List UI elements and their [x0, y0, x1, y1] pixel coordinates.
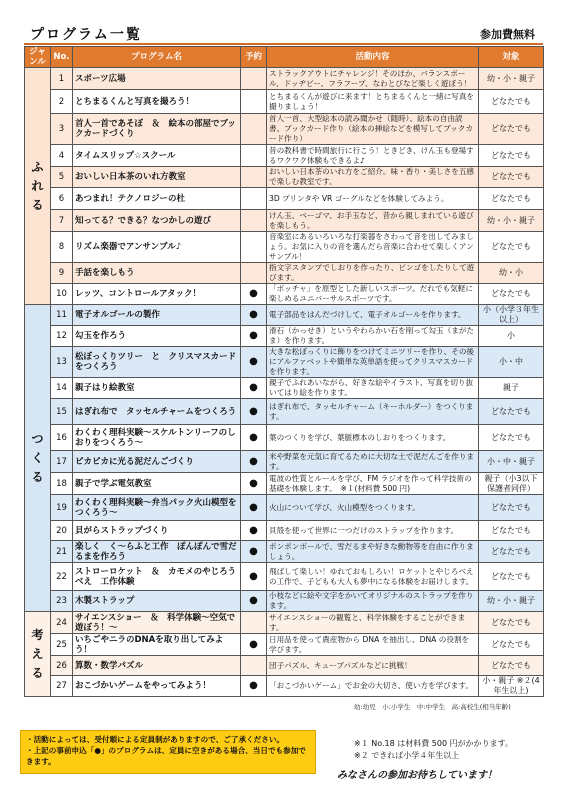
col-target: 対象 [479, 47, 544, 68]
genre-text: ふれる [31, 159, 44, 212]
row-number: 17 [51, 451, 73, 473]
row-number: 2 [51, 90, 73, 114]
target-audience: どなたでも [479, 425, 544, 451]
activity-content: 小枝などに絵や文字をかいてオリジナルのストラップを作ります。 [267, 591, 479, 612]
activity-content: けん玉、ベーゴマ、お手玉など、昔から親しまれている遊びを楽しもう。 [267, 210, 479, 232]
target-audience: 親子（小3以下保護者同伴） [479, 473, 544, 495]
reservation-mark: ● [241, 676, 267, 697]
notes [354, 738, 513, 762]
program-name: リズム楽器でアンサンブル♪ [73, 232, 241, 263]
program-name: ストローロケット ＆ カモメのやじろうべえ 工作体験 [73, 563, 241, 591]
reservation-mark: ● [241, 473, 267, 495]
target-audience: どなたでも [479, 541, 544, 563]
activity-content: 音楽室にあるいろいろな打楽器をさわって音を出してみましょう。お気に入りの音を選んだら音楽に合わせて楽しくアンサンブル！ [267, 232, 479, 263]
target-audience: 小・親子 ※２(4年生以上) [479, 676, 544, 697]
activity-content: 首人一首、大型絵本の読み聞かせ（随時）、絵本の自由読書、ブックカード作り（絵本の挿絵などを模写してブックカード作り） [267, 114, 479, 145]
activity-content: 電波の性質とルールを学び、FM ラジオを作って科学技術の基礎を体験します。 ※１(材料費 500 円) [267, 473, 479, 495]
reservation-mark: ● [241, 563, 267, 591]
title-underline [24, 43, 543, 45]
target-audience: 小 [479, 326, 544, 347]
row-number: 9 [51, 263, 73, 284]
activity-content: サイエンスショーの観覧と、科学体験をすることができます。 [267, 612, 479, 634]
reservation-mark [241, 210, 267, 232]
target-audience: どなたでも [479, 167, 544, 188]
activity-content: 滑石（かっせき）というやわらかい石を削って勾玉（まがたま）を作ります。 [267, 326, 479, 347]
table-body [25, 68, 544, 697]
program-name: 貝がらストラップづくり [73, 521, 241, 541]
genre-text: つくる [31, 431, 44, 484]
program-name: 木製ストラップ [73, 591, 241, 612]
table-row [25, 114, 544, 145]
reservation-mark [241, 145, 267, 167]
target-audience: どなたでも [479, 634, 544, 656]
program-name: 楽しく く～らふと工作 ぽんぽんで雪だるまを作ろう [73, 541, 241, 563]
target-audience: 小（小学３年生以上） [479, 305, 544, 326]
note-2: ※２ できれば小学４年生以上 [354, 751, 460, 760]
row-number: 20 [51, 521, 73, 541]
target-audience: どなたでも [479, 521, 544, 541]
target-audience: どなたでも [479, 284, 544, 305]
target-audience: どなたでも [479, 232, 544, 263]
target-audience: 幼・小・親子 [479, 210, 544, 232]
target-audience: 小・中 [479, 347, 544, 378]
reservation-mark: ● [241, 399, 267, 425]
reservation-mark [241, 612, 267, 634]
table-row [25, 188, 544, 210]
table-row [25, 305, 544, 326]
reservation-mark [241, 232, 267, 263]
table-row [25, 68, 544, 90]
table-row [25, 521, 544, 541]
program-page [24, 24, 543, 711]
program-name: とちまるくんと写真を撮ろう！ [73, 90, 241, 114]
row-number: 5 [51, 167, 73, 188]
activity-content: はぎれ布で、タッセルチャーム（キーホルダー）をつくります。 [267, 399, 479, 425]
program-name: 親子はり絵教室 [73, 378, 241, 399]
reservation-mark: ● [241, 521, 267, 541]
table-row [25, 612, 544, 634]
reservation-mark: ● [241, 634, 267, 656]
row-number: 23 [51, 591, 73, 612]
row-number: 12 [51, 326, 73, 347]
activity-content: 米や野菜を元気に育てるために大切な土で泥だんごを作ります。 [267, 451, 479, 473]
activity-content: おいしい日本茶のいれ方をご紹介。味・香り・美しさを五感で楽しむ教室です。 [267, 167, 479, 188]
program-name: おこづかいゲームをやってみよう！ [73, 676, 241, 697]
target-audience: どなたでも [479, 399, 544, 425]
target-audience: 親子 [479, 378, 544, 399]
activity-content: ストラックアウトにチャレンジ！そのほか、バランスボール、ドッヂビー、フラフープ、なわとびなど楽しく遊ぼう！ [267, 68, 479, 90]
table-row [25, 634, 544, 656]
free-label: 参加費無料 [480, 28, 535, 41]
program-name: 親子で学ぶ電気教室 [73, 473, 241, 495]
reservation-mark: ● [241, 541, 267, 563]
reservation-mark: ● [241, 495, 267, 521]
genre-text: 考える [31, 627, 44, 680]
row-number: 8 [51, 232, 73, 263]
activity-content: 指文字スタンプでしおりを作ったり、ビンゴをしたりして遊びます。 [267, 263, 479, 284]
genre-label [25, 305, 51, 612]
reservation-mark: ● [241, 425, 267, 451]
reservation-mark: ● [241, 591, 267, 612]
target-audience: どなたでも [479, 145, 544, 167]
row-number: 22 [51, 563, 73, 591]
program-name: 算数・数学パズル [73, 656, 241, 676]
col-no: No. [51, 47, 73, 68]
row-number: 27 [51, 676, 73, 697]
notice-line-1: ・活動によっては、受付順による定員制がありますので、ご了承ください。 [26, 735, 285, 744]
row-number: 18 [51, 473, 73, 495]
program-name: スポーツ広場 [73, 68, 241, 90]
table-row [25, 656, 544, 676]
reservation-mark [241, 263, 267, 284]
reservation-mark [241, 114, 267, 145]
reservation-mark [241, 90, 267, 114]
table-row [25, 676, 544, 697]
target-audience: 幼・小・親子 [479, 68, 544, 90]
activity-content: 昔の教科書で時間旅行に行こう！ときどき、けん玉も登場するワクワク体験もできるよ♪ [267, 145, 479, 167]
reservation-mark: ● [241, 284, 267, 305]
activity-content: 日用品を使って農産物から DNA を抽出し、DNA の役割を学びます。 [267, 634, 479, 656]
target-audience: どなたでも [479, 188, 544, 210]
table-row [25, 563, 544, 591]
table-row [25, 284, 544, 305]
note-1: ※１ No.18 は材料費 500 円がかかります。 [354, 739, 513, 748]
table-row [25, 425, 544, 451]
program-name: いちごやニラのDNAを取り出してみよう！ [73, 634, 241, 656]
row-number: 4 [51, 145, 73, 167]
genre-label [25, 68, 51, 305]
program-name: サイエンスショー ＆ 科学体験～空気で遊ぼう！～ [73, 612, 241, 634]
program-name: 知ってる？できる？なつかしの遊び [73, 210, 241, 232]
table-row [25, 145, 544, 167]
target-audience: どなたでも [479, 612, 544, 634]
row-number: 26 [51, 656, 73, 676]
target-audience: どなたでも [479, 563, 544, 591]
program-table [24, 46, 544, 697]
activity-content: 火山について学び、火山模型をつくります。 [267, 495, 479, 521]
notice-line-2: ・上記の事前申込「●」のプログラムは、定員に空きがある場合、当日でも参加できます。 [26, 746, 306, 766]
table-row [25, 326, 544, 347]
activity-content: ポンポンボールで、雪だるまや好きな動物等を自由に作りましょう。 [267, 541, 479, 563]
col-reserve: 予約 [241, 47, 267, 68]
table-row [25, 167, 544, 188]
row-number: 7 [51, 210, 73, 232]
reservation-mark: ● [241, 451, 267, 473]
program-name: レッツ、コントロールアタック！ [73, 284, 241, 305]
title-bar [24, 24, 543, 44]
program-name: 電子オルゴールの製作 [73, 305, 241, 326]
target-audience: 幼・小・親子 [479, 591, 544, 612]
activity-content: 団子パズル、キューブパズルなどに挑戦！ [267, 656, 479, 676]
notice-box [20, 730, 316, 774]
program-name: あつまれ！テクノロジーの杜 [73, 188, 241, 210]
reservation-mark: ● [241, 326, 267, 347]
target-audience: どなたでも [479, 495, 544, 521]
row-number: 3 [51, 114, 73, 145]
col-genre: ジャンル [25, 47, 51, 68]
table-row [25, 378, 544, 399]
row-number: 1 [51, 68, 73, 90]
table-row [25, 263, 544, 284]
row-number: 24 [51, 612, 73, 634]
program-name: はぎれ布で タッセルチャームをつくろう [73, 399, 241, 425]
table-header [25, 47, 544, 68]
target-audience: どなたでも [479, 114, 544, 145]
table-row [25, 232, 544, 263]
table-row [25, 451, 544, 473]
activity-content: 葉のつくりを学び、葉脈標本のしおりをつくります。 [267, 425, 479, 451]
activity-content: 親子でふれあいながら、好きな絵やイラスト、写真を切り抜いてはり絵を作ります。 [267, 378, 479, 399]
age-legend: 幼:幼児 小:小学生 中:中学生 高:高校生(相当年齢) [354, 703, 511, 711]
row-number: 15 [51, 399, 73, 425]
target-audience: 幼・小 [479, 263, 544, 284]
table-row [25, 210, 544, 232]
col-content: 活動内容 [267, 47, 479, 68]
welcome-message: みなさんの参加お待ちしています！ [337, 770, 497, 781]
activity-content: 「ボッチャ」を原型とした新しいスポーツ。だれでも気軽に楽しめるユニバーサルスポーツです。 [267, 284, 479, 305]
activity-content: 電子部品をはんだづけして、電子オルゴールを作ります。 [267, 305, 479, 326]
target-audience: どなたでも [479, 90, 544, 114]
row-number: 13 [51, 347, 73, 378]
row-number: 19 [51, 495, 73, 521]
program-name: タイムスリップ☆スクール [73, 145, 241, 167]
table-row [25, 399, 544, 425]
activity-content: 貝殻を使って世界に一つだけのストラップを作ります。 [267, 521, 479, 541]
table-row [25, 591, 544, 612]
reservation-mark [241, 656, 267, 676]
reservation-mark [241, 167, 267, 188]
table-row [25, 347, 544, 378]
program-name: 勾玉を作ろう [73, 326, 241, 347]
table-row [25, 90, 544, 114]
activity-content: 3D プリンタや VR ゴーグルなどを体験してみよう。 [267, 188, 479, 210]
program-name: わくわく理科実験～弁当パック火山模型をつくろう～ [73, 495, 241, 521]
program-name: ピカピカに光る泥だんごづくり [73, 451, 241, 473]
row-number: 10 [51, 284, 73, 305]
reservation-mark [241, 68, 267, 90]
col-name: プログラム名 [73, 47, 241, 68]
activity-content: 大きな松ぼっくりに飾りをつけてミニツリーを作り、その後にアルファベットや簡単な英単語を使ってクリスマスカードを作ります。 [267, 347, 479, 378]
row-number: 6 [51, 188, 73, 210]
program-name: 首人一首であそぼ ＆ 絵本の部屋でブックカードづくり [73, 114, 241, 145]
table-row [25, 473, 544, 495]
row-number: 11 [51, 305, 73, 326]
reservation-mark [241, 188, 267, 210]
genre-label [25, 612, 51, 697]
target-audience: 小・中・親子 [479, 451, 544, 473]
row-number: 21 [51, 541, 73, 563]
reservation-mark: ● [241, 305, 267, 326]
reservation-mark: ● [241, 378, 267, 399]
activity-content: 「おこづかいゲーム」でお金の大切さ、使い方を学びます。 [267, 676, 479, 697]
reservation-mark: ● [241, 347, 267, 378]
program-name: おいしい日本茶のいれ方教室 [73, 167, 241, 188]
row-number: 25 [51, 634, 73, 656]
row-number: 14 [51, 378, 73, 399]
table-row [25, 541, 544, 563]
target-audience: どなたでも [479, 656, 544, 676]
program-name: わくわく理科実験～スケルトンリーフのしおりをつくろう～ [73, 425, 241, 451]
program-name: 松ぼっくりツリー と クリスマスカードをつくろう [73, 347, 241, 378]
activity-content: とちまるくんが遊びに来ます！とちまるくんと一緒に写真を撮りましょう！ [267, 90, 479, 114]
page-title: プログラム一覧 [30, 27, 142, 43]
program-name: 手話を楽しもう [73, 263, 241, 284]
row-number: 16 [51, 425, 73, 451]
table-row [25, 495, 544, 521]
activity-content: 飛ばして楽しい！ゆれておもしろい！ロケットとやじろべえの工作で、子どもも大人も夢中になる体験をお届けします。 [267, 563, 479, 591]
